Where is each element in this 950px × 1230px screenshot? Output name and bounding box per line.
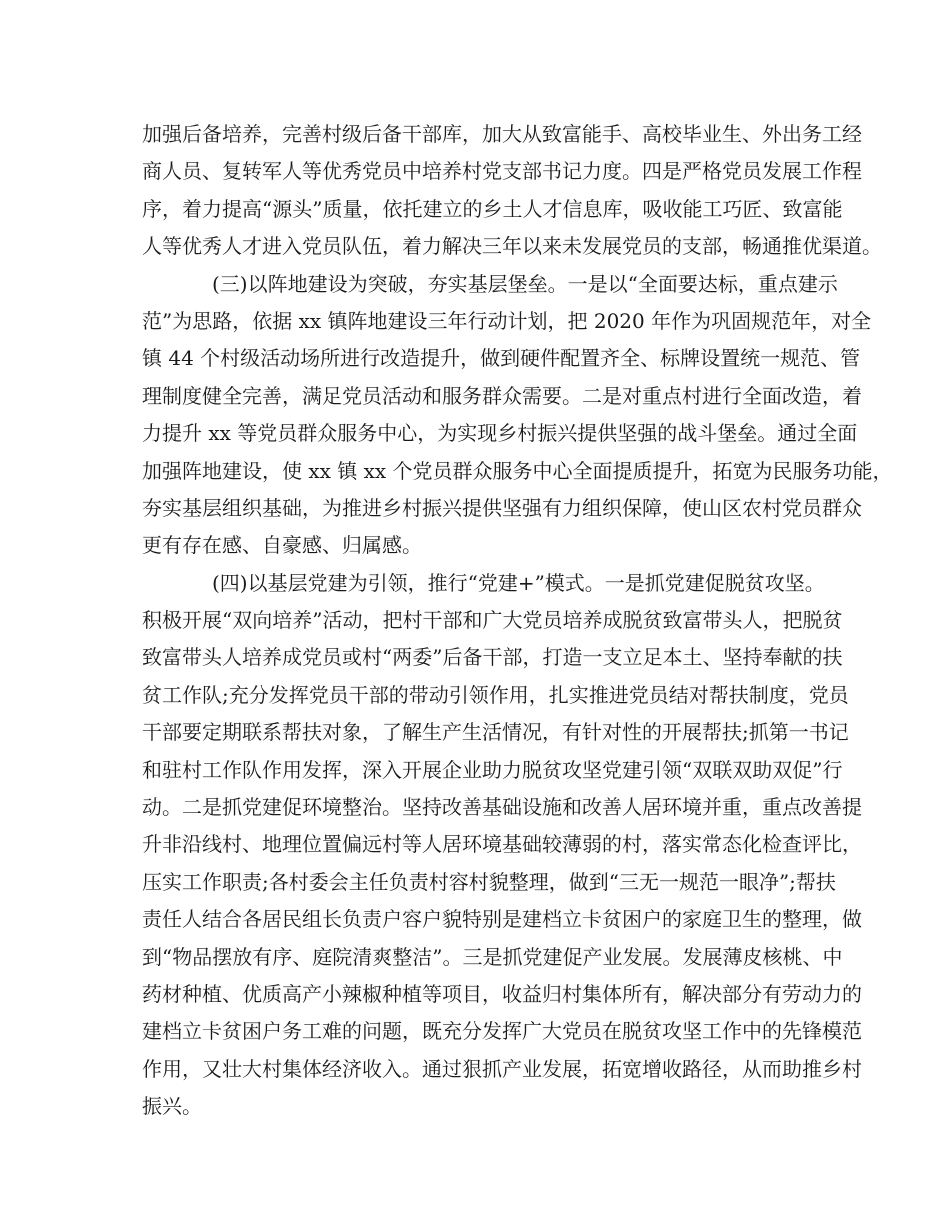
text-line: 商人员、复转军人等优秀党员中培养村党支部书记力度。四是严格党员发展工作程	[142, 159, 862, 184]
text-line: 范”为思路，依据 xx 镇阵地建设三年行动计划，把 2020 年作为巩固规范年，对全	[142, 308, 872, 333]
text-line: 理制度健全完善，满足党员活动和服务群众需要。二是对重点村进行全面改造，着	[142, 383, 862, 408]
text-line: 镇 44 个村级活动场所进行改造提升，做到硬件配置齐全、标牌设置统一规范、管	[142, 346, 861, 371]
text-line: 更有存在感、自豪感、归属感。	[142, 533, 422, 558]
text-line: 升非沿线村、地理位置偏远村等人居环境基础较薄弱的村，落实常态化检查评比，	[142, 832, 862, 857]
text-line: 力提升 xx 等党员群众服务中心，为实现乡村振兴提供坚强的战斗堡垒。通过全面	[142, 421, 858, 446]
text-line: 夯实基层组织基础，为推进乡村振兴提供坚强有力组织保障，使山区农村党员群众	[142, 495, 862, 520]
text-line: 到“物品摆放有序、庭院清爽整洁”。三是抓党建促产业发展。发展薄皮核桃、中	[142, 944, 843, 969]
text-line: 致富带头人培养成党员或村“两委”后备干部，打造一支立足本土、坚持奉献的扶	[142, 645, 843, 670]
text-line: 振兴。	[142, 1094, 202, 1119]
text-line: 人等优秀人才进入党员队伍，着力解决三年以来未发展党员的支部，畅通推优渠道。	[142, 234, 882, 259]
text-line: 序，着力提高“源头”质量，依托建立的乡土人才信息库，吸收能工巧匠、致富能	[142, 196, 843, 221]
text-line: 和驻村工作队作用发挥，深入开展企业助力脱贫攻坚党建引领“双联双助双促”行	[142, 757, 843, 782]
text-line: 压实工作职责;各村委会主任负责村容村貌整理，做到“三无一规范一眼净”;帮扶	[142, 869, 836, 894]
text-line: 贫工作队;充分发挥党员干部的带动引领作用，扎实推进党员结对帮扶制度，党员	[142, 682, 849, 707]
document-body	[142, 116, 893, 1126]
text-line: 药材种植、优质高产小辣椒种植等项目，收益归村集体所有，解决部分有劳动力的	[142, 981, 862, 1006]
section-heading-line: (三)以阵地建设为突破，夯实基层堡垒。一是以“全面要达标，重点建示	[212, 271, 838, 296]
text-line: 责任人结合各居民组长负责户容户貌特别是建档立卡贫困户的家庭卫生的整理，做	[142, 907, 862, 932]
text-line: 加强后备培养，完善村级后备干部库，加大从致富能手、高校毕业生、外出务工经	[142, 122, 862, 146]
text-line: 积极开展“双向培养”活动，把村干部和广大党员培养成脱贫致富带头人，把脱贫	[142, 608, 843, 633]
text-line: 建档立卡贫困户务工难的问题，既充分发挥广大党员在脱贫攻坚工作中的先锋模范	[142, 1019, 862, 1044]
text-line: 干部要定期联系帮扶对象，了解生产生活情况，有针对性的开展帮扶;抓第一书记	[142, 720, 849, 745]
text-line: 动。二是抓党建促环境整治。坚持改善基础设施和改善人居环境并重，重点改善提	[142, 795, 862, 820]
section-heading-line: (四)以基层党建为引领，推行“党建+”模式。一是抓党建促脱贫攻坚。	[212, 570, 825, 595]
text-line: 加强阵地建设，使 xx 镇 xx 个党员群众服务中心全面提质提升，拓宽为民服务功能，	[142, 458, 893, 483]
text-line: 作用，又壮大村集体经济收入。通过狠抓产业发展，拓宽增收路径，从而助推乡村	[142, 1056, 862, 1081]
